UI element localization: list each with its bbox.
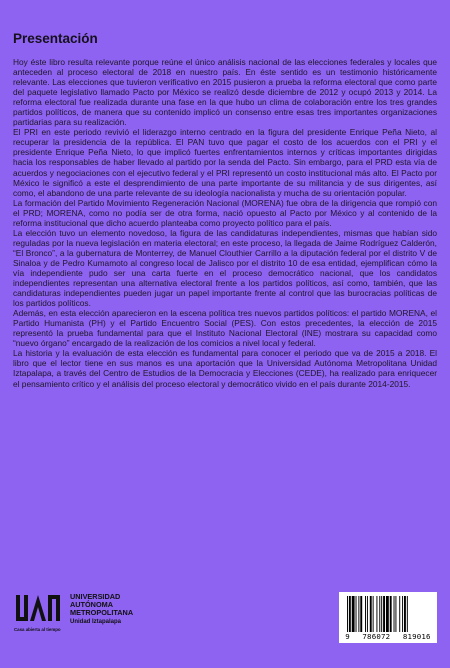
barcode-bar	[395, 596, 396, 632]
barcode-bar	[360, 596, 362, 632]
paragraph: Hoy éste libro resulta relevante porque reúne el único análisis nacional de las elecciones federales y locales que anteceden al proceso electoral de 2018 en nuestro país. En éste sentido es un testimonio históricamente relevante. Las elecciones que tuvieron verificativo en 2015 pusieron a prueba la reforma electoral que como parte del paquete legislativo llamado Pacto por México se realizó desde diciembre de 2012 y ocupó 2013 y 2014. La reforma electoral fue realizada durante una fase en la que hubo un clima de colaboración entre los tres grandes partidos políticos, de manera que su contenido implicó un consenso entre esas tres importantes organizaciones partidarias para su realización.	[13, 57, 437, 128]
uam-logo	[14, 593, 174, 638]
isbn-barcode	[339, 592, 437, 643]
uam-logo-icon	[14, 593, 62, 623]
paragraph: El PRI en este periodo revivió el liderazgo interno centrado en la figura del presidente Enrique Peña Nieto, al recuperar la presidencia de la república. El PAN tuvo que pagar el costo de los acuerdos con el PRI y el presidente Enrique Peña Nieto, lo que implicó fuertes enfrentamientos internos y críticas importantes dirigidas hacia los responsables de haber llevado al partido por la senda del Pacto. Sin embargo, para el PRD esta vía de acuerdos y negociaciones con el ejecutivo federal y el PRI representó un costo institucional más alto. El Pacto por México le significó a este el desprendimiento de una parte importante de su militancia y de sus dirigentes, así como, el abandono de una parte relevante de su ideología nacionalista y mucha de su orientación popular.	[13, 127, 437, 198]
paragraph: La elección tuvo un elemento novedoso, la figura de las candidaturas independientes, mismas que habían sido reguladas por la nueva legislación en materia electoral; en este proceso, la llegada de Jaime Rodríguez Calderón, “El Bronco”, a la gubernatura de Monterrey, de Manuel Clouthier Carrillo a la diputación federal por el distrito V de Sinaloa y de Pedro Kumamoto al congreso local de Jalisco por el distrito 10 de esa entidad, ejemplifican cómo la vía independiente pudo ser una carta fuerte en el proceso democrático nacional, que los candidatos independientes representan una alternativa electoral frente a los partidos políticos, así como, también, que las candidaturas independientes pueden jugar un papel importante frente al control que las burocracias políticas de los partidos políticos.	[13, 227, 437, 309]
page-title: Presentación	[13, 31, 98, 46]
barcode-bar	[402, 596, 403, 632]
barcode-bar	[399, 596, 400, 632]
barcode-bar	[373, 596, 374, 632]
barcode-bar	[390, 596, 392, 632]
institution-line: AUTÓNOMA	[70, 600, 113, 610]
barcode-bar	[394, 596, 395, 632]
barcode-bar	[352, 596, 355, 632]
barcode-bar	[381, 596, 382, 632]
barcode-digit-group: 819016	[402, 632, 431, 641]
institution-line: UNIVERSIDAD	[70, 592, 121, 601]
barcode-bar	[383, 596, 385, 632]
barcode-bar	[404, 596, 406, 632]
barcode-bar	[365, 596, 366, 632]
barcode-bar	[376, 596, 377, 632]
institution-name	[70, 593, 133, 626]
barcode-bars	[339, 592, 437, 634]
barcode-bar	[386, 596, 389, 632]
barcode-bar	[407, 596, 408, 632]
institution-unit: Unidad Iztapalapa	[70, 618, 122, 625]
barcode-digits	[339, 632, 437, 641]
barcode-digit-group: 9	[345, 632, 350, 641]
paragraph: Además, en esta elección aparecieron en la escena política tres nuevos partidos políticos: el partido MORENA, el Partido Humanista (PH) y el Partido Encuentro Social (PES). Con estos precedentes, la elección de 2015 representó la prueba fundamental para que el Instituto Nacional Electoral (INE) mostrara su capacidad como “nuevo órgano” encargado de la realización de los comicios a nivel local y federal.	[13, 308, 437, 349]
barcode-bar	[370, 596, 372, 632]
barcode-bar	[349, 596, 351, 632]
barcode-bar	[358, 596, 359, 632]
paragraph: La formación del Partido Movimiento Regeneración Nacional (MORENA) fue obra de la dirigencia que rompió con el PRD; MORENA, como no podía ser de otra forma, nació opuesto al Pacto por México y al contenido de la reforma institucional que dicho acuerdo planteaba como proyecto político para el país.	[13, 197, 437, 228]
barcode-bar	[347, 596, 348, 632]
institution-line: METROPOLITANA	[70, 608, 134, 618]
logo-motto: Casa abierta al tiempo	[14, 627, 61, 632]
paragraph: La historia y la evaluación de esta elección es fundamental para conocer el periodo que va de 2015 a 2018. El libro que el lector tiene en sus manos es una aportación que la Universidad Autónoma Metropolitana Unidad Iztapalapa, a través del Centro de Estudios de la Democracia y Elecciones (CEDE), ha realizado para enriquecer el pensamiento crítico y el análisis del proceso electoral y democrático vivido en el país durante 2014-2015.	[13, 348, 437, 389]
barcode-bar	[379, 596, 380, 632]
presentation-text	[13, 57, 437, 389]
barcode-bar	[356, 596, 357, 632]
barcode-bar	[367, 596, 368, 632]
barcode-digit-group: 786072	[362, 632, 391, 641]
